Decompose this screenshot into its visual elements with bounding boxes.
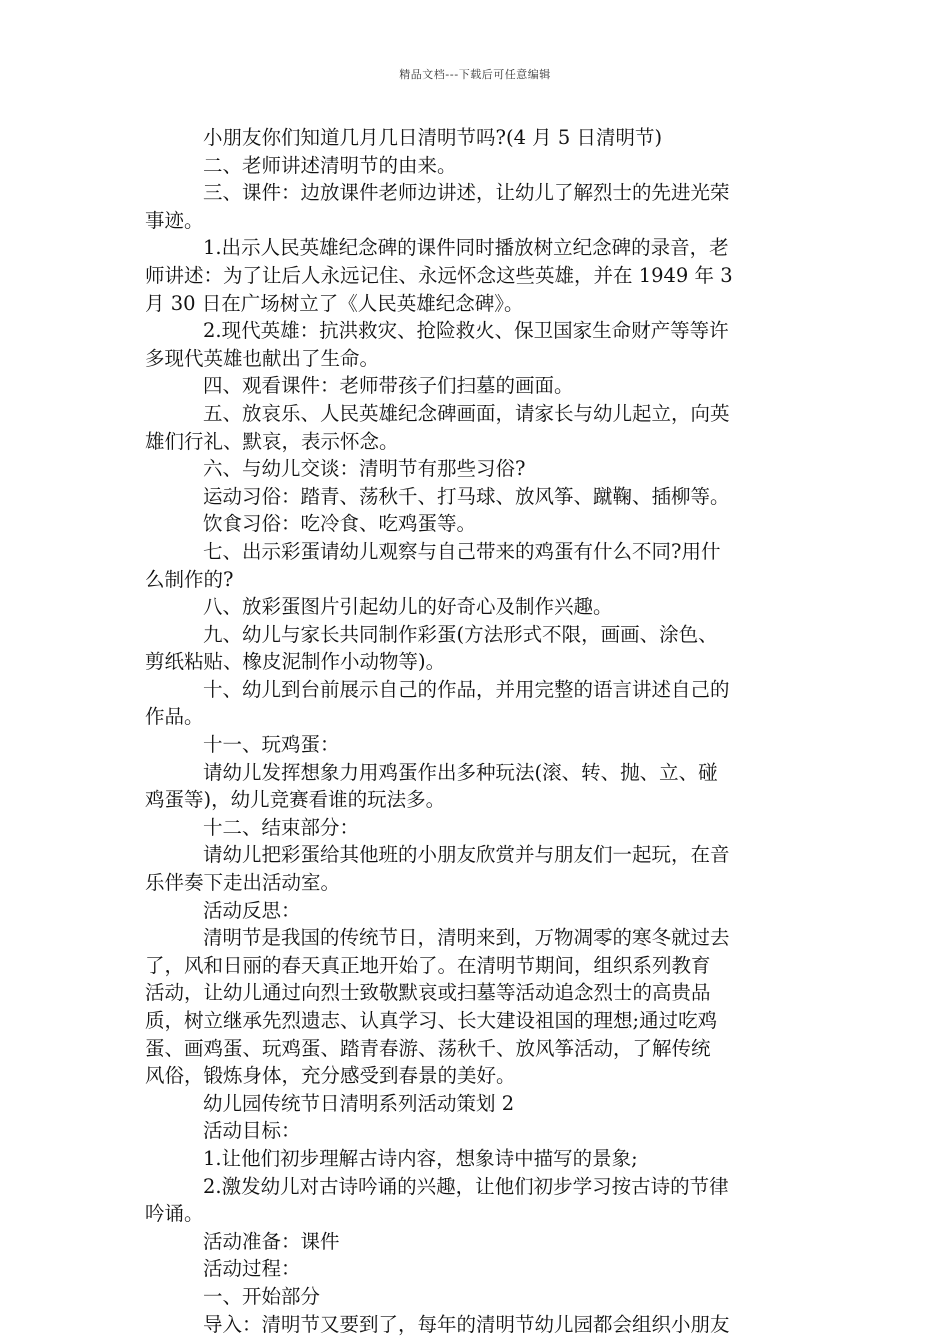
text-line: 六、与幼儿交谈：清明节有那些习俗? xyxy=(203,457,526,481)
text-line: 八、放彩蛋图片引起幼儿的好奇心及制作兴趣。 xyxy=(203,595,613,619)
text-line: 吟诵。 xyxy=(145,1202,204,1226)
text-line: 清明节是我国的传统节日，清明来到，万物凋零的寒冬就过去 xyxy=(203,926,730,950)
text-line: 鸡蛋等)，幼儿竞赛看谁的玩法多。 xyxy=(145,788,446,812)
text-line: 导入：清明节又要到了，每年的清明节幼儿园都会组织小朋友 xyxy=(203,1312,730,1336)
text-line: 七、出示彩蛋请幼儿观察与自己带来的鸡蛋有什么不同?用什 xyxy=(203,539,721,563)
text-line: 2.现代英雄：抗洪救灾、抢险救火、保卫国家生命财产等等许 xyxy=(203,319,729,343)
text-line: 乐伴奏下走出活动室。 xyxy=(145,871,341,895)
text-line: 请幼儿把彩蛋给其他班的小朋友欣赏并与朋友们一起玩，在音 xyxy=(203,843,730,867)
text-line: 饮食习俗：吃冷食、吃鸡蛋等。 xyxy=(203,512,477,536)
text-line: 么制作的? xyxy=(145,567,234,591)
text-line: 活动准备：课件 xyxy=(203,1229,340,1253)
text-line: 蛋、画鸡蛋、玩鸡蛋、踏青春游、荡秋千、放风筝活动，了解传统 xyxy=(145,1036,711,1060)
text-line: 2.激发幼儿对古诗吟诵的兴趣，让他们初步学习按古诗的节律 xyxy=(203,1174,729,1198)
text-line: 剪纸粘贴、橡皮泥制作小动物等)。 xyxy=(145,650,446,674)
text-line: 活动过程： xyxy=(203,1257,301,1281)
text-line: 运动习俗：踏青、荡秋千、打马球、放风筝、蹴鞠、插柳等。 xyxy=(203,484,730,508)
text-line: 一、开始部分 xyxy=(203,1284,321,1308)
text-line: 三、课件：边放课件老师边讲述，让幼儿了解烈士的先进光荣 xyxy=(203,181,730,205)
text-line: 十、幼儿到台前展示自己的作品，并用完整的语言讲述自己的 xyxy=(203,677,730,701)
text-line: 活动反思： xyxy=(203,898,301,922)
text-line: 请幼儿发挥想象力用鸡蛋作出多种玩法(滚、转、抛、立、碰 xyxy=(203,760,718,784)
text-line: 了，风和日丽的春天真正地开始了。在清明节期间，组织系列教育 xyxy=(145,953,711,977)
text-line: 五、放哀乐、人民英雄纪念碑画面，请家长与幼儿起立，向英 xyxy=(203,401,730,425)
text-line: 事迹。 xyxy=(145,208,204,232)
document-body xyxy=(145,124,810,1338)
text-line: 师讲述：为了让后人永远记住、永远怀念这些英雄，并在 1949 年 3 xyxy=(145,263,733,287)
text-line: 活动目标： xyxy=(203,1119,301,1143)
text-line: 作品。 xyxy=(145,705,204,729)
text-line: 九、幼儿与家长共同制作彩蛋(方法形式不限，画画、涂色、 xyxy=(203,622,718,646)
text-line: 活动，让幼儿通过向烈士致敬默哀或扫墓等活动追念烈士的高贵品 xyxy=(145,981,711,1005)
text-line: 雄们行礼、默哀，表示怀念。 xyxy=(145,429,399,453)
page-header: 精品文档---下载后可任意编辑 xyxy=(399,68,551,81)
text-line: 四、观看课件：老师带孩子们扫墓的画面。 xyxy=(203,374,574,398)
text-line: 月 30 日在广场树立了《人民英雄纪念碑》。 xyxy=(145,291,524,315)
text-line: 1.让他们初步理解古诗内容，想象诗中描写的景象; xyxy=(203,1146,638,1170)
text-line: 小朋友你们知道几月几日清明节吗?(4 月 5 日清明节) xyxy=(203,126,663,149)
text-line: 二、老师讲述清明节的由来。 xyxy=(203,153,457,177)
text-line: 幼儿园传统节日清明系列活动策划 2 xyxy=(203,1091,515,1115)
text-line: 质，树立继承先烈遗志、认真学习、长大建设祖国的理想;通过吃鸡 xyxy=(145,1009,718,1032)
text-line: 风俗，锻炼身体，充分感受到春景的美好。 xyxy=(145,1064,516,1088)
text-line: 十二、结束部分： xyxy=(203,815,360,839)
text-line: 1.出示人民英雄纪念碑的课件同时播放树立纪念碑的录音，老 xyxy=(203,236,729,260)
text-line: 十一、玩鸡蛋： xyxy=(203,733,340,757)
text-line: 多现代英雄也献出了生命。 xyxy=(145,346,380,370)
